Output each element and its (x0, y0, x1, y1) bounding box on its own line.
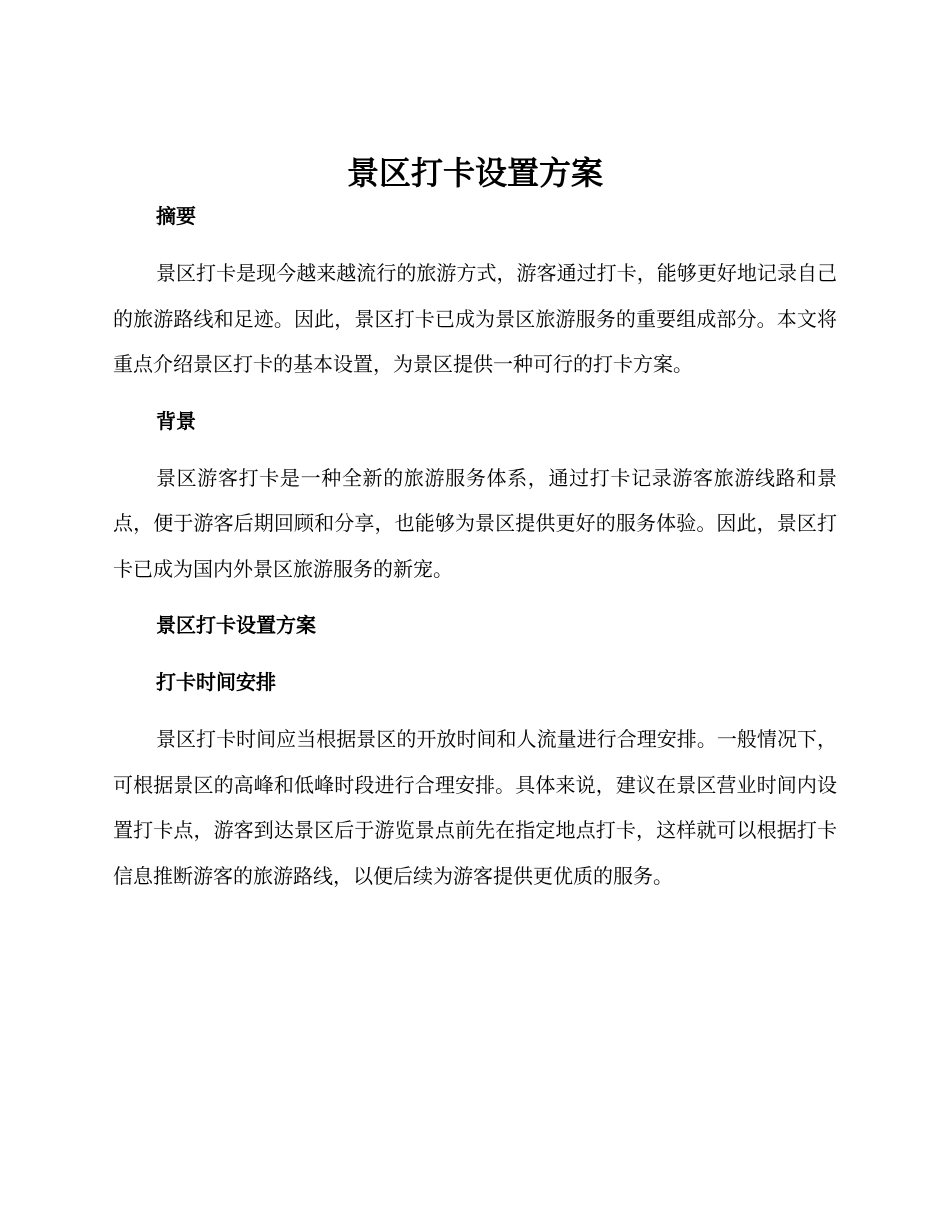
section-paragraph-time-arrangement: 景区打卡时间应当根据景区的开放时间和人流量进行合理安排。一般情况下，可根据景区的高峰和低峰时段进行合理安排。具体来说，建议在景区营业时间内设置打卡点，游客到达景区后于游览景点前先在指定地点打卡，这样就可以根据打卡信息推断游客的旅游路线，以便后续为游客提供更优质的服务。 (113, 727, 837, 888)
section-heading-plan: 景区打卡设置方案 (156, 613, 316, 637)
section-heading-abstract: 摘要 (156, 204, 196, 228)
section-paragraph-background: 景区游客打卡是一种全新的旅游服务体系，通过打卡记录游客旅游线路和景点，便于游客后期回顾和分享，也能够为景区提供更好的服务体验。因此，景区打卡已成为国内外景区旅游服务的新宠。 (113, 465, 837, 581)
section-paragraph-abstract: 景区打卡是现今越来越流行的旅游方式，游客通过打卡，能够更好地记录自己的旅游路线和足迹。因此，景区打卡已成为景区旅游服务的重要组成部分。本文将重点介绍景区打卡的基本设置，为景区提供一种可行的打卡方案。 (113, 261, 837, 376)
section-heading-time-arrangement: 打卡时间安排 (156, 670, 276, 694)
section-heading-background: 背景 (156, 408, 196, 433)
document-title: 景区打卡设置方案 (346, 154, 603, 192)
